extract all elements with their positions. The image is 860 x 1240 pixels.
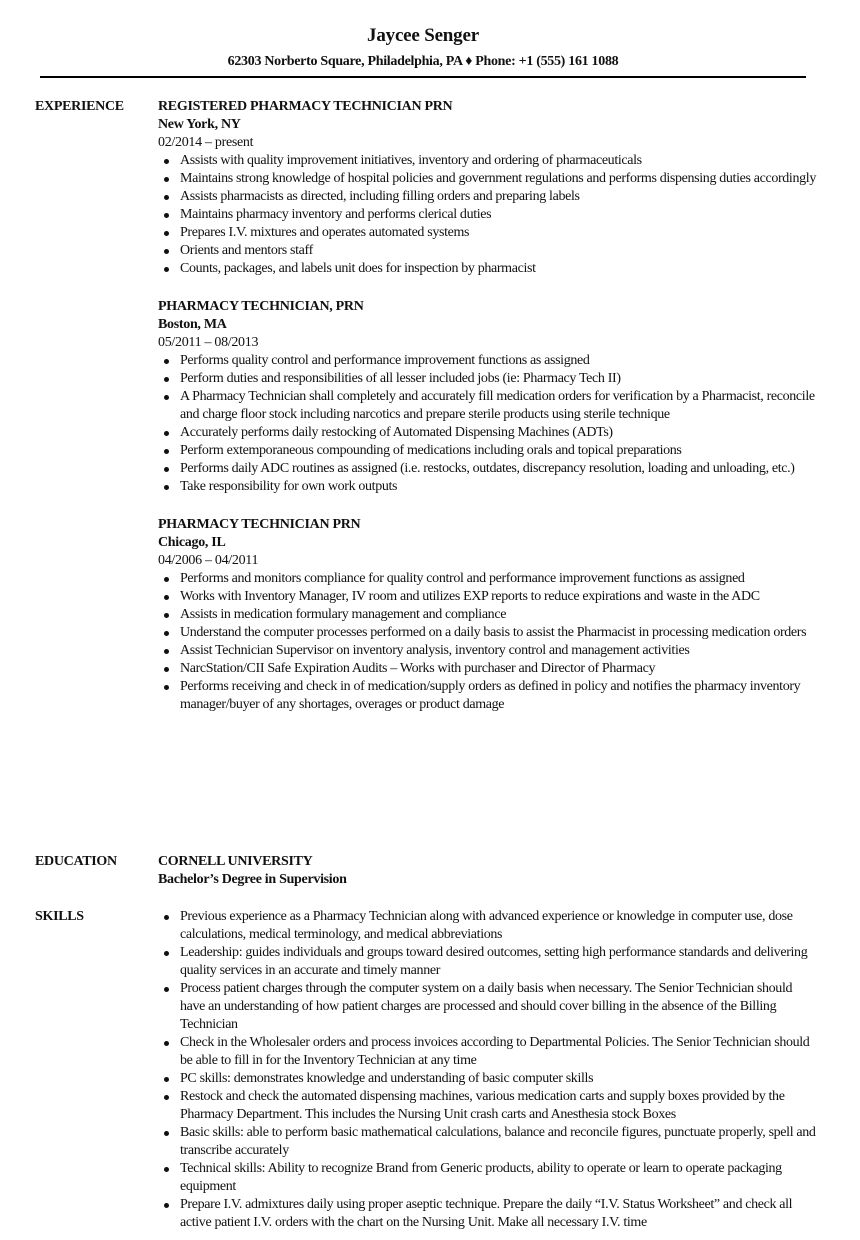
- bullet-item: Perform duties and responsibilities of all lesser included jobs (ie: Pharmacy Tech II): [158, 370, 818, 388]
- bullet-item: Performs quality control and performance improvement functions as assigned: [158, 352, 818, 370]
- bullet-item: Assists with quality improvement initiatives, inventory and ordering of pharmaceuticals: [158, 152, 818, 170]
- candidate-name: Jaycee Senger: [367, 25, 479, 46]
- job-bullets: [158, 152, 818, 278]
- bullet-item: Understand the computer processes performed on a daily basis to assist the Pharmacist in processing medication orders: [158, 624, 818, 642]
- skill-item: Leadership: guides individuals and groups toward desired outcomes, setting high performance standards and delivering quality services in an accurate and timely manner: [158, 944, 818, 980]
- experience-body: [158, 98, 818, 734]
- bullet-item: Accurately performs daily restocking of Automated Dispensing Machines (ADTs): [158, 424, 818, 442]
- school-name: CORNELL UNIVERSITY: [158, 854, 313, 869]
- bullet-item: Orients and mentors staff: [158, 242, 818, 260]
- job-title: PHARMACY TECHNICIAN PRN: [158, 517, 361, 532]
- job-title: REGISTERED PHARMACY TECHNICIAN PRN: [158, 99, 453, 114]
- bullet-item: A Pharmacy Technician shall completely and accurately fill medication orders for verification by a Pharmacist, reconcile and charge floor stock including narcotics and prepare sterile products using sterile technique: [158, 388, 818, 424]
- job-entry: [158, 516, 818, 714]
- bullet-item: Perform extemporaneous compounding of medications including orals and topical preparations: [158, 442, 818, 460]
- bullet-item: Maintains strong knowledge of hospital policies and government regulations and performs dispensing duties accordingly: [158, 170, 818, 188]
- bullet-item: Assists in medication formulary management and compliance: [158, 606, 818, 624]
- bullet-item: Performs and monitors compliance for quality control and performance improvement functions as assigned: [158, 570, 818, 588]
- job-title: PHARMACY TECHNICIAN, PRN: [158, 299, 364, 314]
- bullet-item: Assists pharmacists as directed, including filling orders and preparing labels: [158, 188, 818, 206]
- bullet-item: Counts, packages, and labels unit does for inspection by pharmacist: [158, 260, 818, 278]
- bullet-item: Performs receiving and check in of medication/supply orders as defined in policy and notifies the pharmacy inventory manager/buyer of any shortages, overages or product damage: [158, 678, 818, 714]
- header-divider: [40, 76, 806, 78]
- skill-item: Technical skills: Ability to recognize Brand from Generic products, ability to operate or learn to operate packaging equipment: [158, 1160, 818, 1196]
- section-label-education: EDUCATION: [35, 854, 117, 869]
- skill-item: Prepare I.V. admixtures daily using proper aseptic technique. Prepare the daily “I.V. Status Worksheet” and check all active patient I.V. orders with the chart on the Nursing Unit. Make all necessary I.V. time: [158, 1196, 818, 1232]
- skill-item: Check in the Wholesaler orders and process invoices according to Departmental Policies. The Senior Technician should be able to fill in for the Inventory Technician at any time: [158, 1034, 818, 1070]
- bullet-item: Works with Inventory Manager, IV room and utilizes EXP reports to reduce expirations and waste in the ADC: [158, 588, 818, 606]
- job-dates: 05/2011 – 08/2013: [158, 335, 259, 350]
- job-location: Chicago, IL: [158, 535, 226, 550]
- job-bullets: [158, 570, 818, 714]
- job-location: New York, NY: [158, 117, 241, 132]
- job-dates: 04/2006 – 04/2011: [158, 553, 259, 568]
- section-label-experience: EXPERIENCE: [35, 99, 124, 114]
- bullet-item: Maintains pharmacy inventory and performs clerical duties: [158, 206, 818, 224]
- skills-body: [158, 908, 818, 1232]
- bullet-item: Take responsibility for own work outputs: [158, 478, 818, 496]
- job-location: Boston, MA: [158, 317, 227, 332]
- bullet-item: Assist Technician Supervisor on inventory analysis, inventory control and management activities: [158, 642, 818, 660]
- job-bullets: [158, 352, 818, 496]
- skill-item: Previous experience as a Pharmacy Technician along with advanced experience or knowledge in computer use, dose calculations, medical terminology, and medical abbreviations: [158, 908, 818, 944]
- skill-item: PC skills: demonstrates knowledge and understanding of basic computer skills: [158, 1070, 818, 1088]
- job-entry: [158, 98, 818, 278]
- skill-item: Basic skills: able to perform basic mathematical calculations, balance and reconcile figures, punctuate properly, spell and transcribe accurately: [158, 1124, 818, 1160]
- bullet-item: Prepares I.V. mixtures and operates automated systems: [158, 224, 818, 242]
- skill-item: Restock and check the automated dispensing machines, various medication carts and supply boxes provided by the Pharmacy Department. This includes the Nursing Unit crash carts and Anesthesia stock Boxes: [158, 1088, 818, 1124]
- skill-item: Process patient charges through the computer system on a daily basis when necessary. The Senior Technician should have an understanding of how patient charges are processed and should cover billing in the absence of the Billing Technician: [158, 980, 818, 1034]
- degree: Bachelor’s Degree in Supervision: [158, 872, 347, 887]
- job-entry: [158, 298, 818, 496]
- bullet-item: NarcStation/CII Safe Expiration Audits – Works with purchaser and Director of Pharmacy: [158, 660, 818, 678]
- resume-header: [40, 24, 806, 71]
- contact-line: 62303 Norberto Square, Philadelphia, PA ♦ Phone: +1 (555) 161 1088: [227, 54, 619, 69]
- skills-list: [158, 908, 818, 1232]
- job-dates: 02/2014 – present: [158, 135, 254, 150]
- section-label-skills: SKILLS: [35, 909, 84, 924]
- bullet-item: Performs daily ADC routines as assigned (i.e. restocks, outdates, discrepancy resolution, loading and unloading, etc.): [158, 460, 818, 478]
- education-body: [158, 853, 818, 889]
